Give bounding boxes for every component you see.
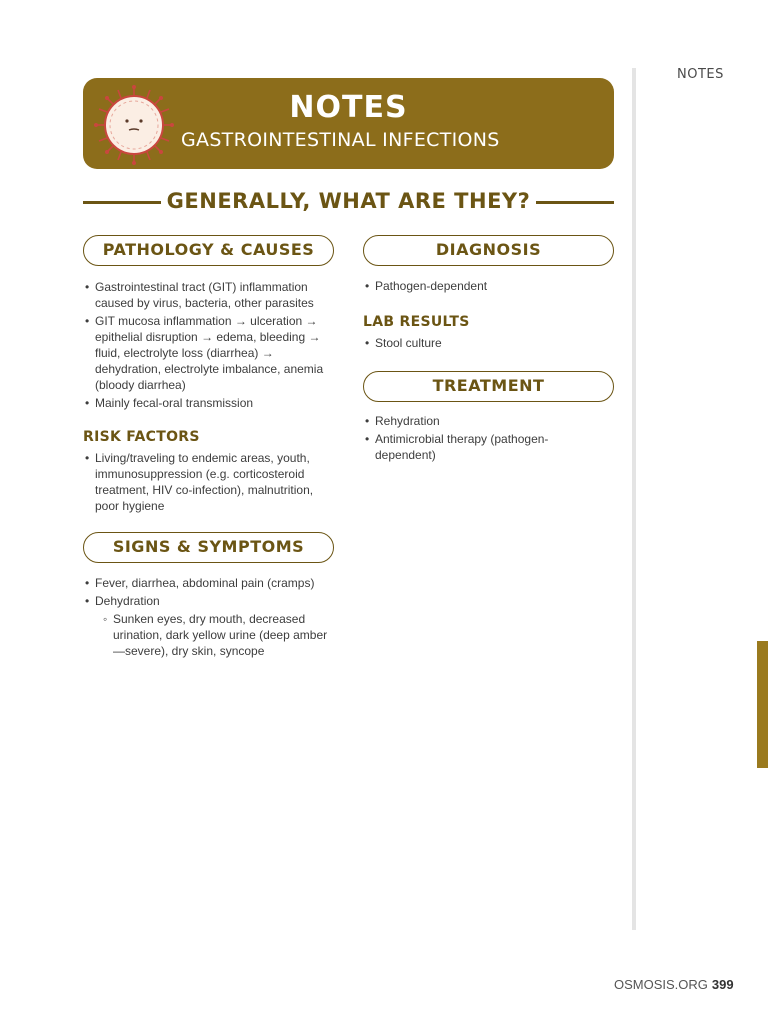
page-footer — [614, 977, 734, 992]
title-banner — [83, 78, 614, 169]
treatment-heading: TREATMENT — [363, 371, 614, 402]
footer-site[interactable]: OSMOSIS.ORG — [614, 977, 708, 992]
risk-factors-heading: RISK FACTORS — [83, 429, 200, 445]
sub-list-item: ◦ Sunken eyes, dry mouth, decreased urination, dark yellow urine (deep amber—severe), dry skin, syncope — [85, 611, 335, 659]
treatment-list — [365, 413, 570, 465]
list-item: • Rehydration — [365, 413, 570, 429]
side-divider — [632, 68, 636, 930]
signs-heading: SIGNS & SYMPTOMS — [83, 532, 334, 563]
risk-factors-list — [85, 450, 335, 516]
diagnosis-list — [365, 278, 610, 296]
list-item: • Antimicrobial therapy (pathogen-dependent) — [365, 431, 570, 463]
lab-results-list — [365, 335, 610, 353]
list-item: • Mainly fecal-oral transmission — [85, 395, 335, 411]
list-item: • Gastrointestinal tract (GIT) inflammation caused by virus, bacteria, other parasites — [85, 279, 335, 311]
section-heading-text: GENERALLY, WHAT ARE THEY? — [166, 189, 531, 213]
heading-rule-right — [536, 201, 614, 204]
list-item: • Stool culture — [365, 335, 610, 351]
banner-title: NOTES — [289, 90, 408, 125]
pathology-list — [85, 279, 335, 413]
list-item: • Fever, diarrhea, abdominal pain (cramps) — [85, 575, 335, 591]
list-item: • Pathogen-dependent — [365, 278, 610, 294]
chapter-tab — [757, 641, 768, 768]
list-item: • GIT mucosa inflammation → ulceration → epithelial disruption → edema, bleeding → fluid, electrolyte loss (diarrhea) → dehydration, electrolyte imbalance, anemia (bloody diarrhea) — [85, 313, 335, 393]
diagnosis-heading: DIAGNOSIS — [363, 235, 614, 266]
section-heading — [83, 187, 614, 219]
list-item: • Living/traveling to endemic areas, youth, immunosuppression (e.g. corticosteroid treatment, HIV co-infection), malnutrition, poor hygiene — [85, 450, 335, 514]
banner-subtitle: GASTROINTESTINAL INFECTIONS — [181, 129, 500, 151]
pathology-heading: PATHOLOGY & CAUSES — [83, 235, 334, 266]
side-notes-label: NOTES — [677, 67, 724, 82]
list-item: • Dehydration — [85, 593, 335, 609]
signs-list — [85, 575, 335, 661]
page-number: 399 — [711, 977, 734, 992]
lab-results-heading: LAB RESULTS — [363, 314, 470, 330]
